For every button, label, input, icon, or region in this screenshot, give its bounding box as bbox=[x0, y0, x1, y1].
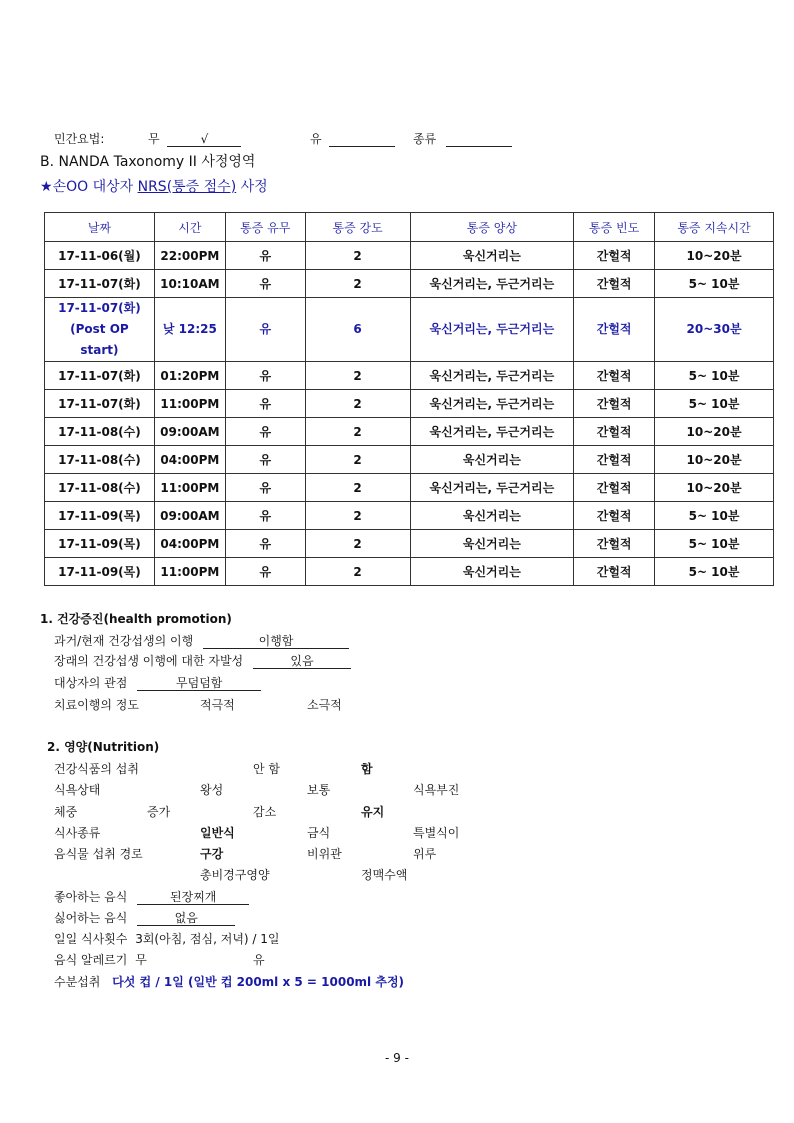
cell-duration: 10~20분 bbox=[655, 242, 774, 270]
nutrition-title: 2. 영양(Nutrition) bbox=[47, 740, 160, 754]
cell-presence: 유 bbox=[225, 298, 305, 362]
cell-date bbox=[45, 298, 155, 362]
cell-quality: 욱신거리는, 두근거리는 bbox=[410, 474, 574, 502]
cell-time: 11:00PM bbox=[154, 390, 225, 418]
hp-treatment-option: 소극적 bbox=[307, 698, 342, 712]
cell-frequency: 간헐적 bbox=[574, 446, 655, 474]
cell-date-line: start) bbox=[80, 343, 119, 357]
folk-remedy-yes-value bbox=[329, 132, 395, 147]
cell-presence: 유 bbox=[225, 474, 305, 502]
cell-time: 낮 12:25 bbox=[154, 298, 225, 362]
cell-date-line: 17-11-07(화) bbox=[58, 301, 141, 315]
folk-remedy-no-value: √ bbox=[167, 132, 241, 147]
table-row bbox=[45, 418, 774, 446]
col-header-duration: 통증 지속시간 bbox=[655, 213, 774, 242]
nut-appetite-option: 왕성 bbox=[200, 783, 224, 797]
nut-water-value: 다섯 컵 / 1일 (일반 컵 200ml x 5 = 1000ml 추정) bbox=[112, 975, 405, 989]
nrs-heading bbox=[40, 176, 268, 196]
cell-date: 17-11-09(목) bbox=[45, 502, 155, 530]
cell-duration: 5~ 10분 bbox=[655, 558, 774, 586]
cell-quality: 욱신거리는, 두근거리는 bbox=[410, 270, 574, 298]
table-row bbox=[45, 502, 774, 530]
folk-remedy-yes bbox=[310, 130, 395, 147]
cell-date: 17-11-09(목) bbox=[45, 530, 155, 558]
cell-time: 11:00PM bbox=[154, 558, 225, 586]
cell-quality: 욱신거리는 bbox=[410, 530, 574, 558]
folk-remedy-type-label: 종류 bbox=[413, 132, 437, 146]
hp-attitude bbox=[54, 674, 261, 691]
nut-health-food-option-selected: 함 bbox=[361, 762, 373, 776]
nut-liked-food-value: 된장찌개 bbox=[137, 890, 249, 905]
cell-date: 17-11-09(목) bbox=[45, 558, 155, 586]
cell-presence: 유 bbox=[225, 558, 305, 586]
nrs-heading-pre: 손OO 대상자 bbox=[52, 179, 138, 195]
nut-intake-route-option: 비위관 bbox=[307, 847, 342, 861]
cell-date: 17-11-07(화) bbox=[45, 270, 155, 298]
cell-time: 04:00PM bbox=[154, 530, 225, 558]
table-row bbox=[45, 530, 774, 558]
nut-intake-route-option-selected: 구강 bbox=[200, 847, 224, 861]
nut-meals bbox=[54, 930, 280, 947]
cell-date: 17-11-07(화) bbox=[45, 362, 155, 390]
cell-presence: 유 bbox=[225, 446, 305, 474]
table-row bbox=[45, 558, 774, 586]
cell-duration: 5~ 10분 bbox=[655, 362, 774, 390]
table-row-post-op bbox=[45, 298, 774, 362]
cell-frequency: 간헐적 bbox=[574, 558, 655, 586]
hp-future-label: 장래의 건강섭생 이행에 대한 자발성 bbox=[54, 654, 244, 668]
nut-weight-option: 감소 bbox=[253, 805, 277, 819]
nut-weight-label: 체중 bbox=[54, 805, 78, 819]
table-row bbox=[45, 270, 774, 298]
cell-frequency: 간헐적 bbox=[574, 418, 655, 446]
cell-frequency: 간헐적 bbox=[574, 270, 655, 298]
cell-duration: 5~ 10분 bbox=[655, 390, 774, 418]
cell-presence: 유 bbox=[225, 362, 305, 390]
cell-quality: 욱신거리는 bbox=[410, 502, 574, 530]
cell-date: 17-11-08(수) bbox=[45, 446, 155, 474]
nrs-heading-post: 사정 bbox=[236, 179, 268, 195]
hp-treatment-label: 치료이행의 정도 bbox=[54, 698, 139, 712]
hp-attitude-label: 대상자의 관점 bbox=[54, 676, 128, 690]
cell-intensity: 2 bbox=[305, 446, 410, 474]
table-row bbox=[45, 390, 774, 418]
nut-health-food-option: 안 함 bbox=[253, 762, 280, 776]
col-header-date: 날짜 bbox=[45, 213, 155, 242]
cell-duration: 10~20분 bbox=[655, 446, 774, 474]
folk-remedy-yes-label: 유 bbox=[310, 132, 322, 146]
cell-frequency: 간헐적 bbox=[574, 362, 655, 390]
cell-time: 11:00PM bbox=[154, 474, 225, 502]
col-header-quality: 통증 양상 bbox=[410, 213, 574, 242]
cell-quality: 욱신거리는, 두근거리는 bbox=[410, 390, 574, 418]
nut-disliked-food-value: 없음 bbox=[137, 911, 235, 926]
nut-water bbox=[54, 973, 404, 990]
nut-disliked-food-label: 싫어하는 음식 bbox=[54, 911, 128, 925]
cell-intensity: 6 bbox=[305, 298, 410, 362]
cell-quality: 욱신거리는 bbox=[410, 446, 574, 474]
health-promotion-title: 1. 건강증진(health promotion) bbox=[40, 612, 232, 626]
cell-frequency: 간헐적 bbox=[574, 530, 655, 558]
nut-diet-type-option-selected: 일반식 bbox=[200, 826, 235, 840]
cell-duration: 10~20분 bbox=[655, 418, 774, 446]
hp-past-present-value: 이행함 bbox=[203, 634, 349, 649]
cell-time: 01:20PM bbox=[154, 362, 225, 390]
cell-quality: 욱신거리는 bbox=[410, 242, 574, 270]
cell-quality: 욱신거리는 bbox=[410, 558, 574, 586]
cell-duration: 5~ 10분 bbox=[655, 270, 774, 298]
cell-presence: 유 bbox=[225, 418, 305, 446]
cell-duration: 20~30분 bbox=[655, 298, 774, 362]
folk-remedy-type bbox=[413, 130, 512, 147]
nut-liked-food-label: 좋아하는 음식 bbox=[54, 890, 128, 904]
cell-presence: 유 bbox=[225, 530, 305, 558]
cell-date: 17-11-08(수) bbox=[45, 418, 155, 446]
col-header-frequency: 통증 빈도 bbox=[574, 213, 655, 242]
hp-past-present-label: 과거/현재 건강섭생의 이행 bbox=[54, 634, 194, 648]
cell-quality: 욱신거리는, 두근거리는 bbox=[410, 362, 574, 390]
nut-diet-type-option: 특별식이 bbox=[413, 826, 460, 840]
nut-allergy-option: 무 bbox=[135, 953, 147, 967]
cell-frequency: 간헐적 bbox=[574, 502, 655, 530]
col-header-presence: 통증 유무 bbox=[225, 213, 305, 242]
folk-remedy-label: 민간요법: bbox=[54, 132, 105, 146]
folk-remedy-no-label: 무 bbox=[148, 132, 160, 146]
cell-presence: 유 bbox=[225, 242, 305, 270]
table-row bbox=[45, 242, 774, 270]
nut-diet-type-option: 금식 bbox=[307, 826, 331, 840]
nut-diet-type-label: 식사종류 bbox=[54, 826, 101, 840]
hp-past-present bbox=[54, 632, 349, 649]
cell-presence: 유 bbox=[225, 502, 305, 530]
cell-intensity: 2 bbox=[305, 474, 410, 502]
cell-date: 17-11-06(월) bbox=[45, 242, 155, 270]
hp-treatment-option: 적극적 bbox=[200, 698, 235, 712]
cell-intensity: 2 bbox=[305, 502, 410, 530]
table-row bbox=[45, 474, 774, 502]
cell-date: 17-11-07(화) bbox=[45, 390, 155, 418]
nut-weight-option-selected: 유지 bbox=[361, 805, 385, 819]
nut-disliked-food bbox=[54, 909, 235, 926]
cell-intensity: 2 bbox=[305, 530, 410, 558]
folk-remedy-line bbox=[54, 130, 104, 147]
nut-allergy-option: 유 bbox=[253, 953, 265, 967]
nut-allergy bbox=[54, 951, 147, 968]
cell-time: 04:00PM bbox=[154, 446, 225, 474]
table-row bbox=[45, 362, 774, 390]
cell-frequency: 간헐적 bbox=[574, 298, 655, 362]
cell-intensity: 2 bbox=[305, 558, 410, 586]
cell-presence: 유 bbox=[225, 390, 305, 418]
nut-appetite-option: 식욕부진 bbox=[413, 783, 460, 797]
cell-intensity: 2 bbox=[305, 418, 410, 446]
nut-weight-option: 증가 bbox=[147, 805, 171, 819]
cell-quality: 욱신거리는, 두근거리는 bbox=[410, 298, 574, 362]
cell-date: 17-11-08(수) bbox=[45, 474, 155, 502]
cell-time: 09:00AM bbox=[154, 502, 225, 530]
cell-date-line: (Post OP bbox=[70, 322, 129, 336]
cell-quality: 욱신거리는, 두근거리는 bbox=[410, 418, 574, 446]
page-number: - 9 - bbox=[385, 1051, 409, 1065]
nut-meals-label: 일일 식사횟수 bbox=[54, 932, 128, 946]
cell-duration: 10~20분 bbox=[655, 474, 774, 502]
nrs-header-row bbox=[45, 213, 774, 242]
cell-frequency: 간헐적 bbox=[574, 474, 655, 502]
nut-intake-route-label: 음식물 섭취 경로 bbox=[54, 847, 143, 861]
folk-remedy-no bbox=[148, 130, 241, 147]
nut-meals-value: 3회(아침, 점심, 저녁) / 1일 bbox=[135, 932, 280, 946]
cell-duration: 5~ 10분 bbox=[655, 530, 774, 558]
cell-frequency: 간헐적 bbox=[574, 390, 655, 418]
nut-intake-route-option: 위루 bbox=[413, 847, 437, 861]
cell-intensity: 2 bbox=[305, 390, 410, 418]
col-header-time: 시간 bbox=[154, 213, 225, 242]
star-icon: ★ bbox=[40, 179, 53, 195]
nut-allergy-label: 음식 알레르기 bbox=[54, 953, 128, 967]
cell-time: 09:00AM bbox=[154, 418, 225, 446]
col-header-intensity: 통증 강도 bbox=[305, 213, 410, 242]
cell-time: 22:00PM bbox=[154, 242, 225, 270]
hp-attitude-value: 무덤덤함 bbox=[137, 676, 261, 691]
folk-remedy-type-value bbox=[446, 132, 512, 147]
nut-intake-route-option: 총비경구영양 bbox=[200, 868, 270, 882]
cell-intensity: 2 bbox=[305, 242, 410, 270]
cell-presence: 유 bbox=[225, 270, 305, 298]
nrs-heading-link[interactable]: NRS(통증 점수) bbox=[137, 179, 237, 195]
hp-future bbox=[54, 652, 351, 669]
nut-intake-route-option: 정맥수액 bbox=[361, 868, 408, 882]
nut-liked-food bbox=[54, 888, 249, 905]
nrs-table bbox=[44, 212, 774, 586]
nut-health-food-label: 건강식품의 섭취 bbox=[54, 762, 139, 776]
hp-future-value: 있음 bbox=[253, 654, 351, 669]
nut-appetite-option: 보통 bbox=[307, 783, 331, 797]
table-row bbox=[45, 446, 774, 474]
cell-intensity: 2 bbox=[305, 362, 410, 390]
nut-appetite-label: 식욕상태 bbox=[54, 783, 101, 797]
cell-duration: 5~ 10분 bbox=[655, 502, 774, 530]
section-b-title: B. NANDA Taxonomy II 사정영역 bbox=[40, 154, 256, 170]
cell-frequency: 간헐적 bbox=[574, 242, 655, 270]
nut-water-label: 수분섭취 bbox=[54, 975, 101, 989]
cell-time: 10:10AM bbox=[154, 270, 225, 298]
cell-intensity: 2 bbox=[305, 270, 410, 298]
